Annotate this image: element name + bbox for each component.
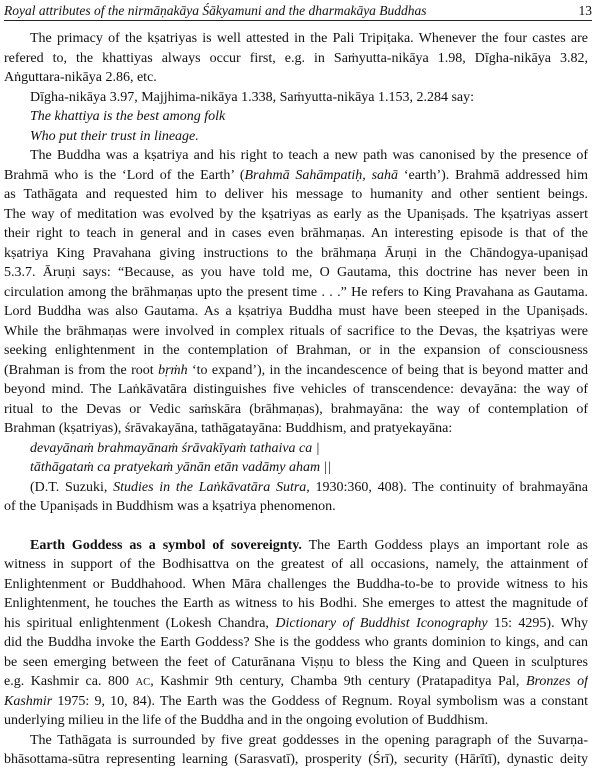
paragraph-line: kṣatriya King Pravahana giving instructions to the brāhmaṇa Āruṇi in the Chāndogya-upaniṣad bbox=[4, 245, 588, 261]
paragraph-line: seeking enlightenment in the contemplation of Brahman, or in the expansion of consciousness bbox=[4, 343, 588, 358]
section-line: e.g. Kashmir ca. 800 AC, Kashmir 9th century, Chamba 9th century (Pratapaditya Pal, Bronzes of bbox=[4, 674, 588, 689]
verse-line: tāthāgataṁ ca pratyekaṁ yānān etān vadāmy aham || bbox=[30, 460, 332, 475]
section-heading: Earth Goddess as a symbol of sovereignty. bbox=[30, 537, 302, 553]
paragraph-line: 5.3.7. Āruṇi says: “Because, as you have told me, O Gautama, this doctrine has never been in bbox=[4, 265, 588, 280]
citation-line: Dīgha-nikāya 3.97, Majjhima-nikāya 1.338, Saṁyutta-nikāya 1.153, 2.284 say: bbox=[30, 89, 475, 105]
verse-line: devayānaṁ brahmayānaṁ śrāvakīyaṁ tathaiva ca | bbox=[30, 440, 320, 456]
paragraph-line: The way of meditation was evolved by the kṣatriyas as early as the Upaniṣads. The kṣatriyas assert bbox=[4, 206, 588, 222]
paragraph-line: The Tathāgata is surrounded by five great goddesses in the opening paragraph of the Suvarṇa- bbox=[30, 732, 588, 748]
paragraph-line: circulation among the brāhmaṇas upto the present time . . .” He refers to King Pravahana as Gautama. bbox=[4, 284, 588, 300]
paragraph-line: While the brāhmaṇas were involved in complex rituals of sacrifice to the Devas, the kṣatriyas were bbox=[4, 323, 588, 339]
paragraph-line: The primacy of the kṣatriyas is well attested in the Pali Tripiṭaka. Whenever the four castes are bbox=[30, 31, 588, 46]
section-line: witness in support of the Bodhisattva on the greatest of all occasions, namely, the attainment of bbox=[4, 557, 588, 572]
paragraph-line: Brahman (kṣatriyas), śrāvakayāna, tathāgatayāna: Buddhism, and pratyekayāna: bbox=[4, 421, 453, 436]
section-line: be seen emerging between the feet of Caturānana Viṣṇu to bless the King and Queen in sculptures bbox=[4, 654, 588, 670]
paragraph-line: refered to, the khattiyas always occur first, e.g. in Saṁyutta-nikāya 1.98, Dīgha-nikāya 3.82, bbox=[4, 50, 588, 66]
paragraph-line: (Brahman is from the root bṛṁh ‘to expand’), in the incandescence of being that is beyond matter and bbox=[4, 362, 588, 378]
paragraph-line: Brahmā who is the ‘Lord of the Earth’ (Brahmā Sahāmpatiḥ, sahā ‘earth’). Brahmā addressed him bbox=[4, 167, 588, 183]
citation-line: of the Upaniṣads in Buddhism was a kṣatriya phenomenon. bbox=[4, 499, 336, 514]
paragraph-line: The Buddha was a kṣatriya and his right to teach a new path was canonised by the presence of bbox=[30, 148, 588, 163]
body-text bbox=[4, 29, 588, 770]
section-line: Kashmir 1975: 9, 10, 84). The Earth was the Goddess of Regnum. Royal symbolism was a constant bbox=[4, 693, 588, 709]
section-line: did the Buddha invoke the Earth Goddess? She is the goddess who grants dominion to kings, and can bbox=[4, 635, 588, 650]
running-head bbox=[4, 2, 592, 21]
section-spacer bbox=[4, 517, 588, 536]
running-head-title: Royal attributes of the nirmāṇakāya Śākyamuni and the dharmakāya Buddhas bbox=[4, 3, 427, 18]
paragraph-line: Aṅguttara-nikāya 2.86, etc. bbox=[4, 70, 157, 85]
section-line: Enlightenment, he touches the Earth as witness to his Bodhi. She emerges to attest the magnitude of bbox=[4, 596, 588, 611]
paragraph-line: beyond mind. The Laṅkāvatāra distinguishes five vehicles of transcendence: devayāna: the way of bbox=[4, 382, 588, 397]
section-line: Enlightenment or Buddhahood. When Māra challenges the Buddha-to-be to provide witness to his bbox=[4, 576, 588, 592]
paragraph-line: their right to teach in general and in cases even brāhmaṇas. An interesting episode is that of the bbox=[4, 226, 588, 241]
paragraph-line: Lord Buddha was also Gautama. As a kṣatriya Buddha must have been steeped in the Upaniṣads. bbox=[4, 304, 588, 319]
page-number: 13 bbox=[578, 3, 592, 18]
paragraph-line: as Tathāgata and requested him to deliver his message to humanity and other sentient beings. bbox=[4, 187, 588, 202]
verse-line: Who put their trust in lineage. bbox=[30, 128, 199, 144]
section-line: his spiritual enlightenment (Lokesh Chandra, Dictionary of Buddhist Iconography 15: 4295). Why bbox=[4, 615, 588, 631]
verse-line: The khattiya is the best among folk bbox=[30, 109, 226, 124]
paragraph-line: ritual to the Devas or Vedic saṁskāra (brāhmaṇas), brahmayāna: the way of contemplation of bbox=[4, 401, 588, 417]
citation-line: (D.T. Suzuki, Studies in the Laṅkāvatāra Sutra, 1930:360, 408). The continuity of brahmayāna bbox=[30, 479, 588, 495]
section-line: Earth Goddess as a symbol of sovereignty. The Earth Goddess plays an important role as bbox=[30, 537, 588, 553]
section-line: underlying milieu in the life of the Buddha and in the ongoing evolution of Buddhism. bbox=[4, 713, 489, 728]
paragraph-line: bhāsottama-sūtra representing learning (Sarasvatī), prosperity (Śrī), security (Hārītī), dynastic deity bbox=[4, 752, 588, 767]
